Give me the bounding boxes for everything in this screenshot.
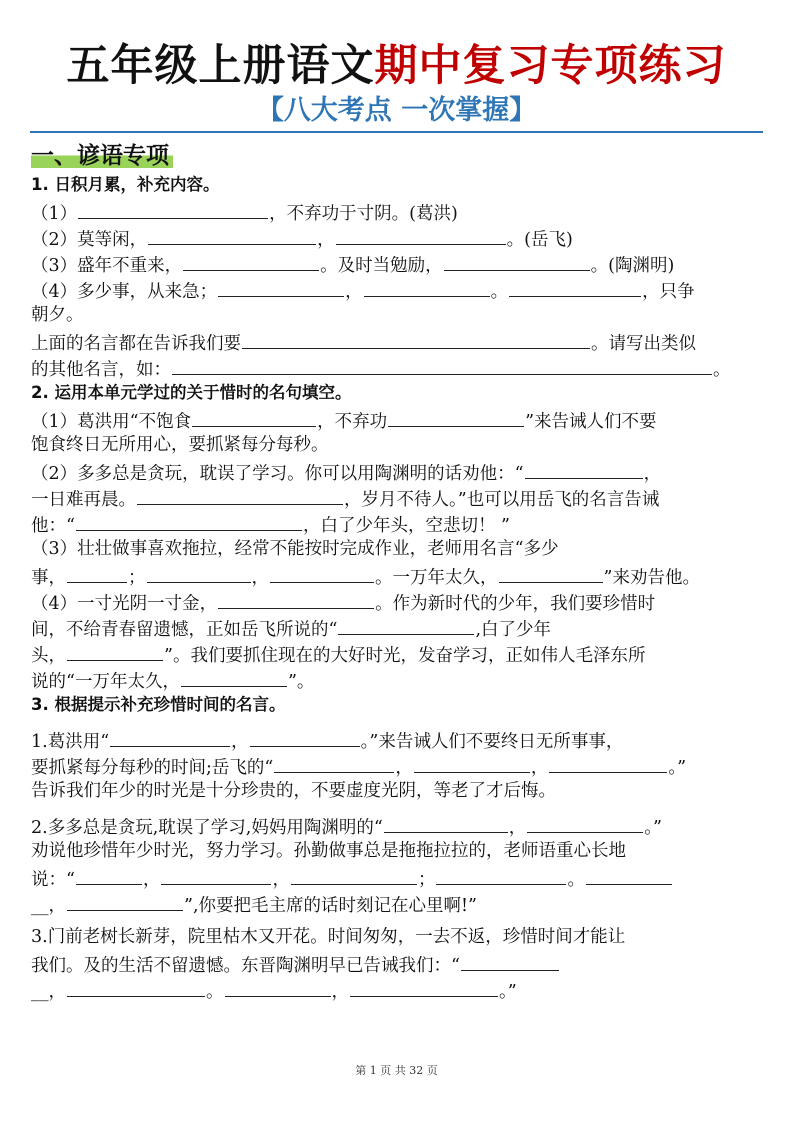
q3-para-1-text: 。” xyxy=(668,758,687,778)
blank[interactable] xyxy=(509,276,641,297)
q2-item-4-text: （4）一寸光阴一寸金， xyxy=(31,594,218,614)
blank[interactable] xyxy=(147,562,251,583)
q2-item-3-text: 事， xyxy=(31,568,66,588)
q1-item-4 xyxy=(31,276,764,302)
q3-para-2-text: ”,你要把毛主席的话时刻记在心里啊!” xyxy=(184,896,477,916)
q2-item-4-text: ”。我们要抓住现在的大好时光，发奋学习，正如伟人毛泽东所 xyxy=(164,646,646,666)
blank[interactable] xyxy=(384,812,508,833)
q3-para-2 xyxy=(31,812,764,838)
q2-item-4-text: 。作为新时代的少年，我们要珍惜时 xyxy=(375,594,656,614)
spacer xyxy=(31,718,764,726)
blank[interactable] xyxy=(291,864,417,885)
q2-item-2-text: 他：“ xyxy=(31,516,75,536)
blank[interactable] xyxy=(67,640,163,661)
header-divider xyxy=(30,131,763,133)
q2-item-3-cont xyxy=(31,562,764,588)
q3-para-2-text: ， xyxy=(508,818,527,838)
page-subtitle: 【八大考点 一次掌握】 xyxy=(256,95,537,126)
spacer xyxy=(31,804,764,812)
q3-para-3-text: 我们。及的生活不留遗憾。东晋陶渊明早已告诫我们：“ xyxy=(31,956,460,976)
q2-item-3-text: ； xyxy=(128,568,146,588)
q3-para-2-text: 。 xyxy=(567,870,585,890)
question-3-title: 3. 根据提示补充珍惜时间的名言。 xyxy=(31,695,286,714)
blank[interactable] xyxy=(172,354,712,375)
blank[interactable] xyxy=(250,726,360,747)
q2-item-1-cont: 饱食终日无所用心，要抓紧每分每秒。 xyxy=(31,435,329,455)
q2-item-4-text: ,白了少年 xyxy=(475,620,552,640)
blank[interactable] xyxy=(527,812,643,833)
blank[interactable] xyxy=(67,890,183,911)
q2-item-2-text: ，岁月不待人。”也可以用岳飞的名言告诫 xyxy=(344,490,660,510)
q2-item-2-cont xyxy=(31,484,764,510)
blank[interactable] xyxy=(225,976,331,997)
q3-para-2-text: ， xyxy=(142,870,161,890)
page-title xyxy=(0,40,793,92)
question-1-title: 1. 日积月累，补充内容。 xyxy=(31,175,220,194)
blank[interactable] xyxy=(78,198,268,219)
q3-para-3-text: __， xyxy=(31,982,66,1002)
q3-para-1-cont xyxy=(31,752,764,778)
q2-item-3-text: ”来劝告他。 xyxy=(603,568,700,588)
blank[interactable] xyxy=(242,328,590,349)
q3-para-3-text: ， xyxy=(331,982,349,1002)
q2-item-4-text: 间，不给青春留遗憾，正如岳飞所说的“ xyxy=(31,620,338,640)
q2-item-3-text: 。一万年太久， xyxy=(375,568,498,588)
q3-para-3-cont xyxy=(31,976,764,1002)
q3-para-1-text: 。”来告诫人们不要终日无所事事， xyxy=(360,732,624,752)
q2-item-2-text: 一日难再晨。 xyxy=(31,490,136,510)
blank[interactable] xyxy=(336,224,506,245)
q1-summary-2 xyxy=(31,354,764,380)
q1-item-4-text: ， xyxy=(345,282,363,302)
q1-summary-text: 的其他名言，如： xyxy=(31,360,171,380)
blank[interactable] xyxy=(436,864,566,885)
q3-para-2-cont: 劝说他珍惜年少时光，努力学习。孙勤做事总是拖拖拉拉的，老师语重心长地 xyxy=(31,841,626,861)
q1-item-2-text: 。(岳飞) xyxy=(506,230,573,250)
blank[interactable] xyxy=(364,276,490,297)
blank[interactable] xyxy=(148,224,316,245)
blank[interactable] xyxy=(218,276,344,297)
section-title: 一、谚语专项 xyxy=(31,140,173,172)
blank[interactable] xyxy=(461,950,559,971)
blank[interactable] xyxy=(586,864,672,885)
q1-item-3-text: （3）盛年不重来， xyxy=(31,256,183,276)
q1-item-1-text: （1） xyxy=(31,204,78,224)
worksheet-content xyxy=(31,172,764,1002)
blank[interactable] xyxy=(274,752,394,773)
title-black-part: 五年级上册语文 xyxy=(66,41,375,91)
blank[interactable] xyxy=(388,406,524,427)
q1-item-2-text: ， xyxy=(317,230,335,250)
q2-item-4-text: ”。 xyxy=(287,672,315,692)
q3-para-3: 3.门前老树长新芽，院里枯木又开花。时间匆匆，一去不返，珍惜时间才能让 xyxy=(31,927,626,947)
blank[interactable] xyxy=(270,562,374,583)
q2-item-4-text: 头， xyxy=(31,646,66,666)
blank[interactable] xyxy=(183,250,319,271)
blank[interactable] xyxy=(218,588,374,609)
q1-item-1-text: ，不弃功于寸阴。(葛洪) xyxy=(269,204,458,224)
blank[interactable] xyxy=(161,864,271,885)
q3-para-2-cont xyxy=(31,864,764,890)
blank[interactable] xyxy=(137,484,343,505)
q3-para-2-text: 。” xyxy=(644,818,662,838)
q2-item-4-cont xyxy=(31,666,764,692)
blank[interactable] xyxy=(67,976,205,997)
q2-item-1-text: ”来告诫人们不要 xyxy=(525,412,657,432)
q2-item-4-text: 说的“一万年太久， xyxy=(31,672,180,692)
q3-para-2-cont xyxy=(31,890,764,916)
blank[interactable] xyxy=(525,458,643,479)
q2-item-4-cont xyxy=(31,640,764,666)
q3-para-2-text: 说：“ xyxy=(31,870,75,890)
q2-item-2-text: ， xyxy=(643,464,662,484)
blank[interactable] xyxy=(444,250,590,271)
q1-item-4-text: ，只争 xyxy=(642,282,695,302)
q3-para-2-text: 2.多多总是贪玩,耽误了学习,妈妈用陶渊明的“ xyxy=(31,818,383,838)
q3-para-1-text: 要抓紧每分每秒的时间;岳飞的“ xyxy=(31,758,274,778)
q1-item-4-text: （4）多少事，从来急； xyxy=(31,282,218,302)
q3-para-1 xyxy=(31,726,764,752)
q3-para-1-text: ， xyxy=(530,758,549,778)
q3-para-1-cont: 告诉我们年少的时光是十分珍贵的，不要虚度光阴，等老了才后悔。 xyxy=(31,781,556,801)
q3-para-1-text: ， xyxy=(231,732,249,752)
q1-summary-text: 上面的名言都在告诉我们要 xyxy=(31,334,241,354)
spacer xyxy=(31,916,764,924)
page-footer: 第 1 页 共 32 页 xyxy=(355,1064,438,1077)
blank[interactable] xyxy=(76,864,142,885)
blank[interactable] xyxy=(499,562,603,583)
q2-item-2 xyxy=(31,458,764,484)
blank[interactable] xyxy=(67,562,127,583)
blank[interactable] xyxy=(181,666,287,687)
blank[interactable] xyxy=(350,976,498,997)
q2-item-2-text: （2）多多总是贪玩，耽误了学习。你可以用陶渊明的话劝他：“ xyxy=(31,464,524,484)
blank[interactable] xyxy=(110,726,230,747)
q1-item-2-text: （2）莫等闲， xyxy=(31,230,148,250)
q3-para-2-text: __， xyxy=(31,896,66,916)
q3-para-2-text: ； xyxy=(417,870,436,890)
q3-para-1-text: 1.葛洪用“ xyxy=(31,732,110,752)
q3-para-3-text: 。 xyxy=(206,982,224,1002)
q1-summary-1 xyxy=(31,328,764,354)
q1-item-4-cont: 朝夕。 xyxy=(31,305,84,325)
q3-para-3-cont xyxy=(31,950,764,976)
blank[interactable] xyxy=(338,614,474,635)
blank[interactable] xyxy=(192,406,316,427)
blank[interactable] xyxy=(549,752,667,773)
q3-para-3-text: 。” xyxy=(499,982,517,1002)
q1-item-1 xyxy=(31,198,764,224)
q2-item-4-cont xyxy=(31,614,764,640)
q1-summary-text: 。 xyxy=(713,360,731,380)
q2-item-3: （3）壮壮做事喜欢拖拉，经常不能按时完成作业，老师用名言“多少 xyxy=(31,539,559,559)
blank[interactable] xyxy=(76,510,302,531)
q2-item-2-text: ，白了少年头，空悲切！ ” xyxy=(302,516,510,536)
q1-item-3-text: 。(陶渊明) xyxy=(590,256,675,276)
q2-item-1-text: （1）葛洪用“不饱食 xyxy=(31,412,192,432)
q2-item-3-text: ， xyxy=(251,568,269,588)
q1-item-2 xyxy=(31,224,764,250)
title-red-part: 期中复习专项练习 xyxy=(374,41,727,91)
q1-summary-text: 。请写出类似 xyxy=(591,334,696,354)
q1-item-3-text: 。及时当勉励， xyxy=(320,256,443,276)
q2-item-1-text: ，不弃功 xyxy=(317,412,388,432)
q2-item-2-cont xyxy=(31,510,764,536)
blank[interactable] xyxy=(414,752,530,773)
q3-para-1-text: ， xyxy=(395,758,413,778)
q2-item-4 xyxy=(31,588,764,614)
q2-item-1 xyxy=(31,406,764,432)
q1-item-4-text: 。 xyxy=(490,282,509,302)
q3-para-2-text: ， xyxy=(272,870,290,890)
q1-item-3 xyxy=(31,250,764,276)
question-2-title: 2. 运用本单元学过的关于惜时的名句填空。 xyxy=(31,383,352,402)
